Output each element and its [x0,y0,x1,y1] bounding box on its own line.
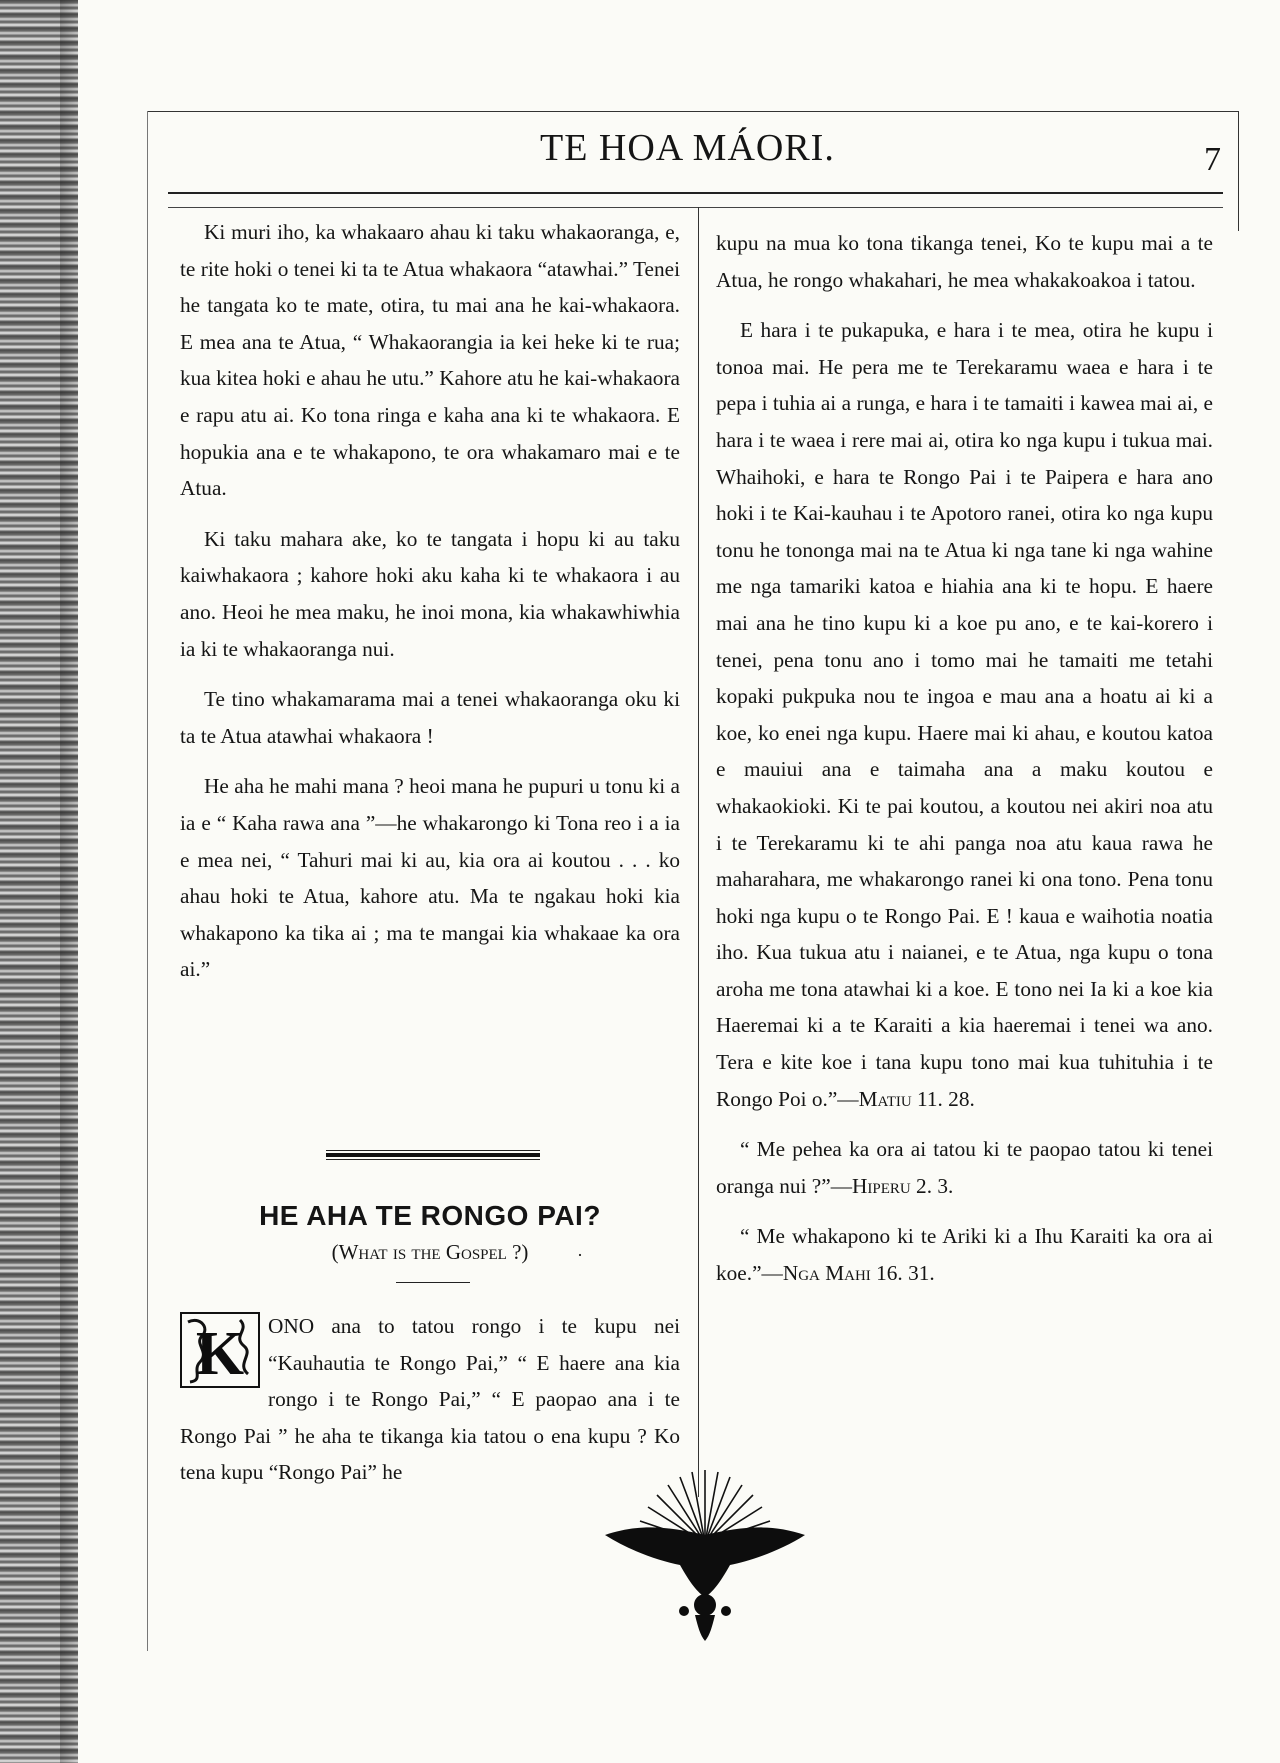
right-column [716,225,1213,1292]
running-header-title: TE HOA MÁORI. [540,127,835,169]
section-subheading: (What is the Gospel ?) [331,1240,529,1264]
scripture-reference-nga-mahi: —Nga Mahi 16. 31. [761,1261,935,1286]
left-paragraph-4: He aha he mahi mana ? heoi mana he pupuri u tonu ki a ia e “ Kaha rawa ana ”—he whakarongo ki Tona reo i a ia e mea nei, “ Tahuri mai ki au, kia ora ai koutou . . . ko ahau hoki te Atua, kahore atu. Ma te ngakau hoki kia whakapono ka tika ai ; ma te mangai kia whakaae ka ora ai.” [180,774,680,982]
left-column [180,214,680,988]
spine-shadow [60,0,78,1763]
page-frame-left [147,111,148,1651]
subheading-rule [396,1282,470,1283]
section-divider-rule [326,1150,540,1160]
right-paragraph-2: E hara i te pukapuka, e hara i te mea, otira he kupu i tonoa mai. He pera me te Terekaramu waea e hara i te pepa i tuhia ai a runga, e hara i te tamaiti i kawea mai ai, e hara i te waea i rere mai ai, otira ko nga kupu i tukua mai. Whaihoki, e hara te Rongo Pai i te Paipera e hara ano hoki i te Kai-kauhau i te Apotoro ranei, otira ko nga kupu tonu he tononga mai na te Atua ki nga tane ki nga wahine me nga tamariki katoa e hiahia ana ki te hopu. E haere mai ana he tino kupu ki a koe pu ano, e te kai-korero i tenei, pena tonu ano i tomo mai he tamaiti me tetahi kopaki pukpuka nou te ingoa e mau ana a hoatu ai ki a koe, ko enei nga kupu. Haere mai ki ahau, e koutou katoa e mauiui ana e taimaha ana a maku koutou e whakaokioki. Ki te pai koutou, a koutou nei akiri noa atu i te Terekaramu ki te ahi panga noa atu kaua rawa he maharahara, me whakarongo ranei ki ona tono. Pena tonu hoki nga kupu o te Rongo Pai. E ! kaua e waihotia noatia iho. Kua tukua atu i naianei, e te Atua, nga kupu o tona aroha me tona atawhai ki a koe. E tono nei Ia ki a koe kia Haeremai ki a te Karaiti a kia haeremai i tenei wa ano. Tera e kite koe i tana kupu tono mai kua tuhituhia i te Rongo Poi o.”—Matiu 11. 28. [716,318,1213,1111]
gospel-text: ana to tatou rongo i te kupu nei “Kauhautia te Rongo Pai,” “ E haere ana kia rongo i te Rongo Pai,” “ E paopao ana i te Rongo Pai ” he aha te tikanga kia tatou o ena kupu ? Ko tena kupu “Rongo Pai” he [180,1314,680,1485]
page-number: 7 [1204,141,1221,178]
page-frame-top [148,111,1238,112]
right-paragraph-3: “ Me pehea ka ora ai tatou ki te paopao tatou ki tenei oranga nui ?”—Hiperu 2. 3. [716,1137,1213,1198]
page-frame-right [1238,111,1239,231]
scripture-reference-hiperu: —Hiperu 2. 3. [830,1173,954,1198]
right-paragraph-4: “ Me whakapono ki te Ariki ki a Ihu Karaiti ka ora ai koe.”—Nga Mahi 16. 31. [716,1224,1213,1286]
left-paragraph-2: Ki taku mahara ake, ko te tangata i hopu ki au taku kaiwhakaora ; kahore hoki aku kaha ki te whakaora i au ano. Heoi he mea maku, he inoi mona, kia whakawhiwhia ia ki te whakaoranga nui. [180,526,680,661]
ornate-drop-cap [180,1312,260,1388]
decorative-tailpiece-icon [600,1465,810,1645]
scripture-reference-matiu: —Matiu 11. 28. [837,1086,975,1111]
right-paragraph-1: kupu na mua ko tona tikanga tenei, Ko te kupu mai a te Atua, he rongo whakahari, he mea whakakoakoa i tatou. [716,231,1213,292]
section-heading: HE AHA TE RONGO PAI? [259,1200,601,1231]
left-paragraph-1: Ki muri iho, ka whakaaro ahau ki taku whakaoranga, e, te rite hoki o tenei ki ta te Atua whakaora “atawhai.” Tenei he tangata ko te mate, otira, tu mai ana he kai-whakaora. E mea ana te Atua, “ Whakaorangia ia kei heke ki te rua; kua kitea hoki e ahau he utu.” Kahore atu he kai-whakaora e rapu atu ai. Ko tona ringa e kaha ana ki te whakaora. E hopukia ana e te whakapono, te ora whakamaro mai e te Atua. [180,220,680,501]
svg-text:K: K [195,1320,245,1388]
left-paragraph-3: Te tino whakamarama mai a tenei whakaoranga oku ki ta te Atua atawhai whakaora ! [180,687,680,748]
header-rule-thin [168,207,1223,208]
first-word-rest: ONO [268,1314,315,1338]
gospel-paragraph [180,1308,680,1491]
column-divider [698,207,699,1497]
header-rule [168,192,1223,194]
stray-mark: · [577,1245,583,1265]
